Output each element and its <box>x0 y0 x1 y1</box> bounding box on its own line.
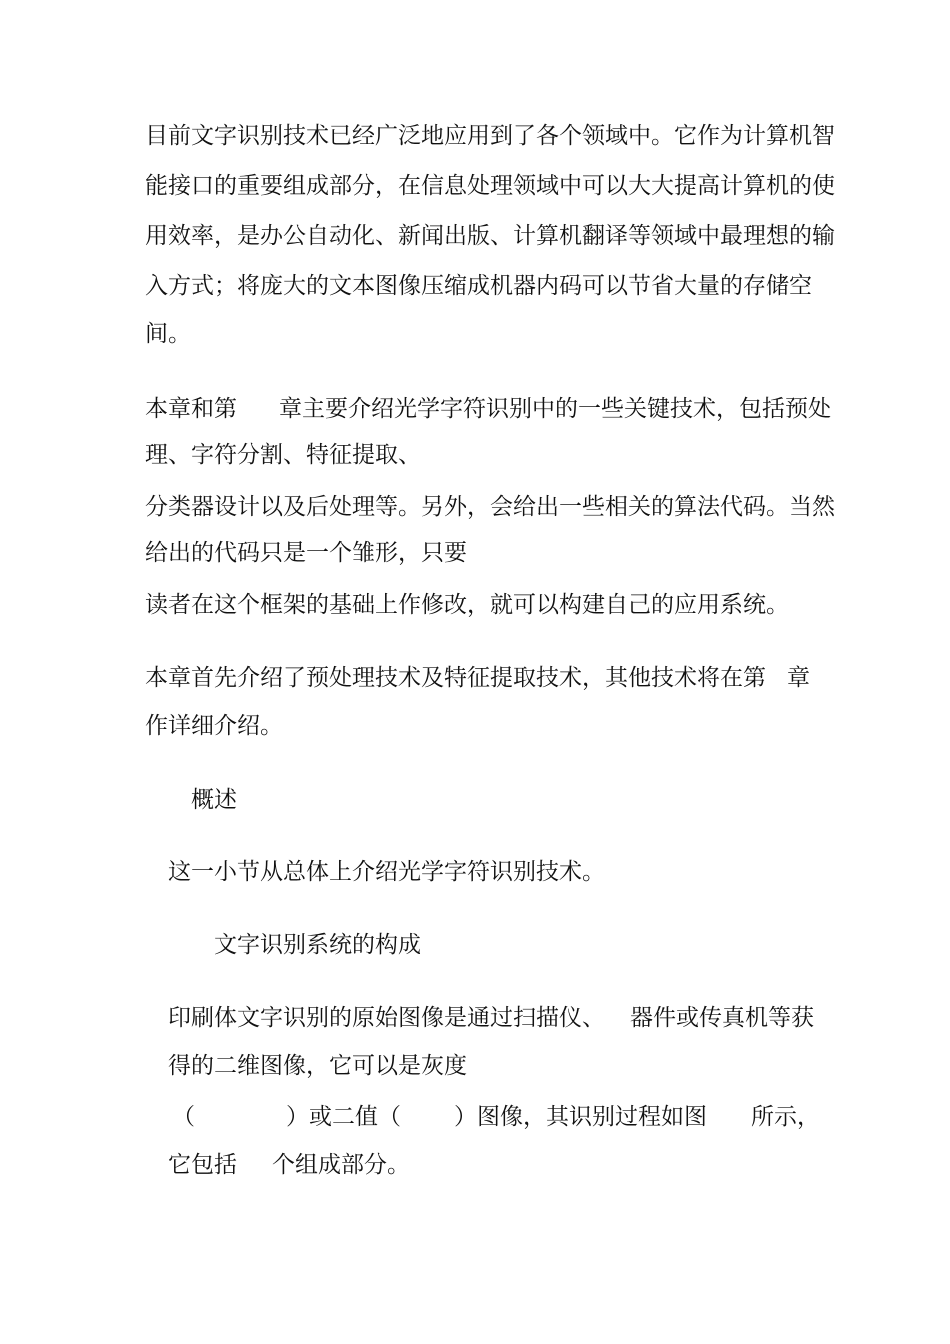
overview-text: 这一小节从总体上介绍光学字符识别技术。 <box>168 859 605 885</box>
paragraph-3-line-2: 作详细介绍。 <box>145 713 283 739</box>
paragraph-2-line-4: 给出的代码只是一个雏形，只要 <box>145 540 467 566</box>
paragraph-4-line-1a: 印刷体文字识别的原始图像是通过扫描仪、 <box>168 1005 605 1031</box>
paragraph-4-line-4b: 个组成部分。 <box>272 1152 410 1178</box>
paragraph-4-line-2: 得的二维图像，它可以是灰度 <box>168 1053 467 1079</box>
paragraph-4-line-3d: 所示， <box>751 1104 820 1130</box>
paragraph-2-line-1b: 章主要介绍光学字符识别中的一些关键技术，包括预处 <box>279 396 831 422</box>
paragraph-2-line-5: 读者在这个框架的基础上作修改，就可以构建自己的应用系统。 <box>145 592 789 618</box>
paragraph-4-line-3c: ）图像，其识别过程如图 <box>454 1104 707 1130</box>
paragraph-1-line-2: 能接口的重要组成部分，在信息处理领域中可以大大提高计算机的使 <box>145 173 835 199</box>
section-heading-overview: 概述 <box>191 787 237 813</box>
section-heading-system-composition: 文字识别系统的构成 <box>214 932 421 958</box>
paragraph-3-line-1b: 章 <box>787 665 810 691</box>
paragraph-4-line-1b: 器件或传真机等获 <box>630 1005 814 1031</box>
paragraph-1-line-4: 入方式；将庞大的文本图像压缩成机器内码可以节省大量的存储空 <box>145 273 812 299</box>
paragraph-3-line-1a: 本章首先介绍了预处理技术及特征提取技术，其他技术将在第 <box>145 665 766 691</box>
paragraph-2-line-2: 理、字符分割、特征提取、 <box>145 442 421 468</box>
paragraph-2-line-3: 分类器设计以及后处理等。另外，会给出一些相关的算法代码。当然 <box>145 494 835 520</box>
paragraph-1-line-5: 间。 <box>145 321 191 347</box>
paragraph-2-line-1a: 本章和第 <box>145 396 237 422</box>
paragraph-1-line-1: 目前文字识别技术已经广泛地应用到了各个领域中。它作为计算机智 <box>145 123 835 149</box>
paragraph-4-line-4a: 它包括 <box>168 1152 237 1178</box>
paragraph-1-line-3: 用效率，是办公自动化、新闻出版、计算机翻译等领域中最理想的输 <box>145 223 835 249</box>
paragraph-4-line-3a: （ <box>172 1104 195 1130</box>
paragraph-4-line-3b: ）或二值（ <box>286 1104 401 1130</box>
